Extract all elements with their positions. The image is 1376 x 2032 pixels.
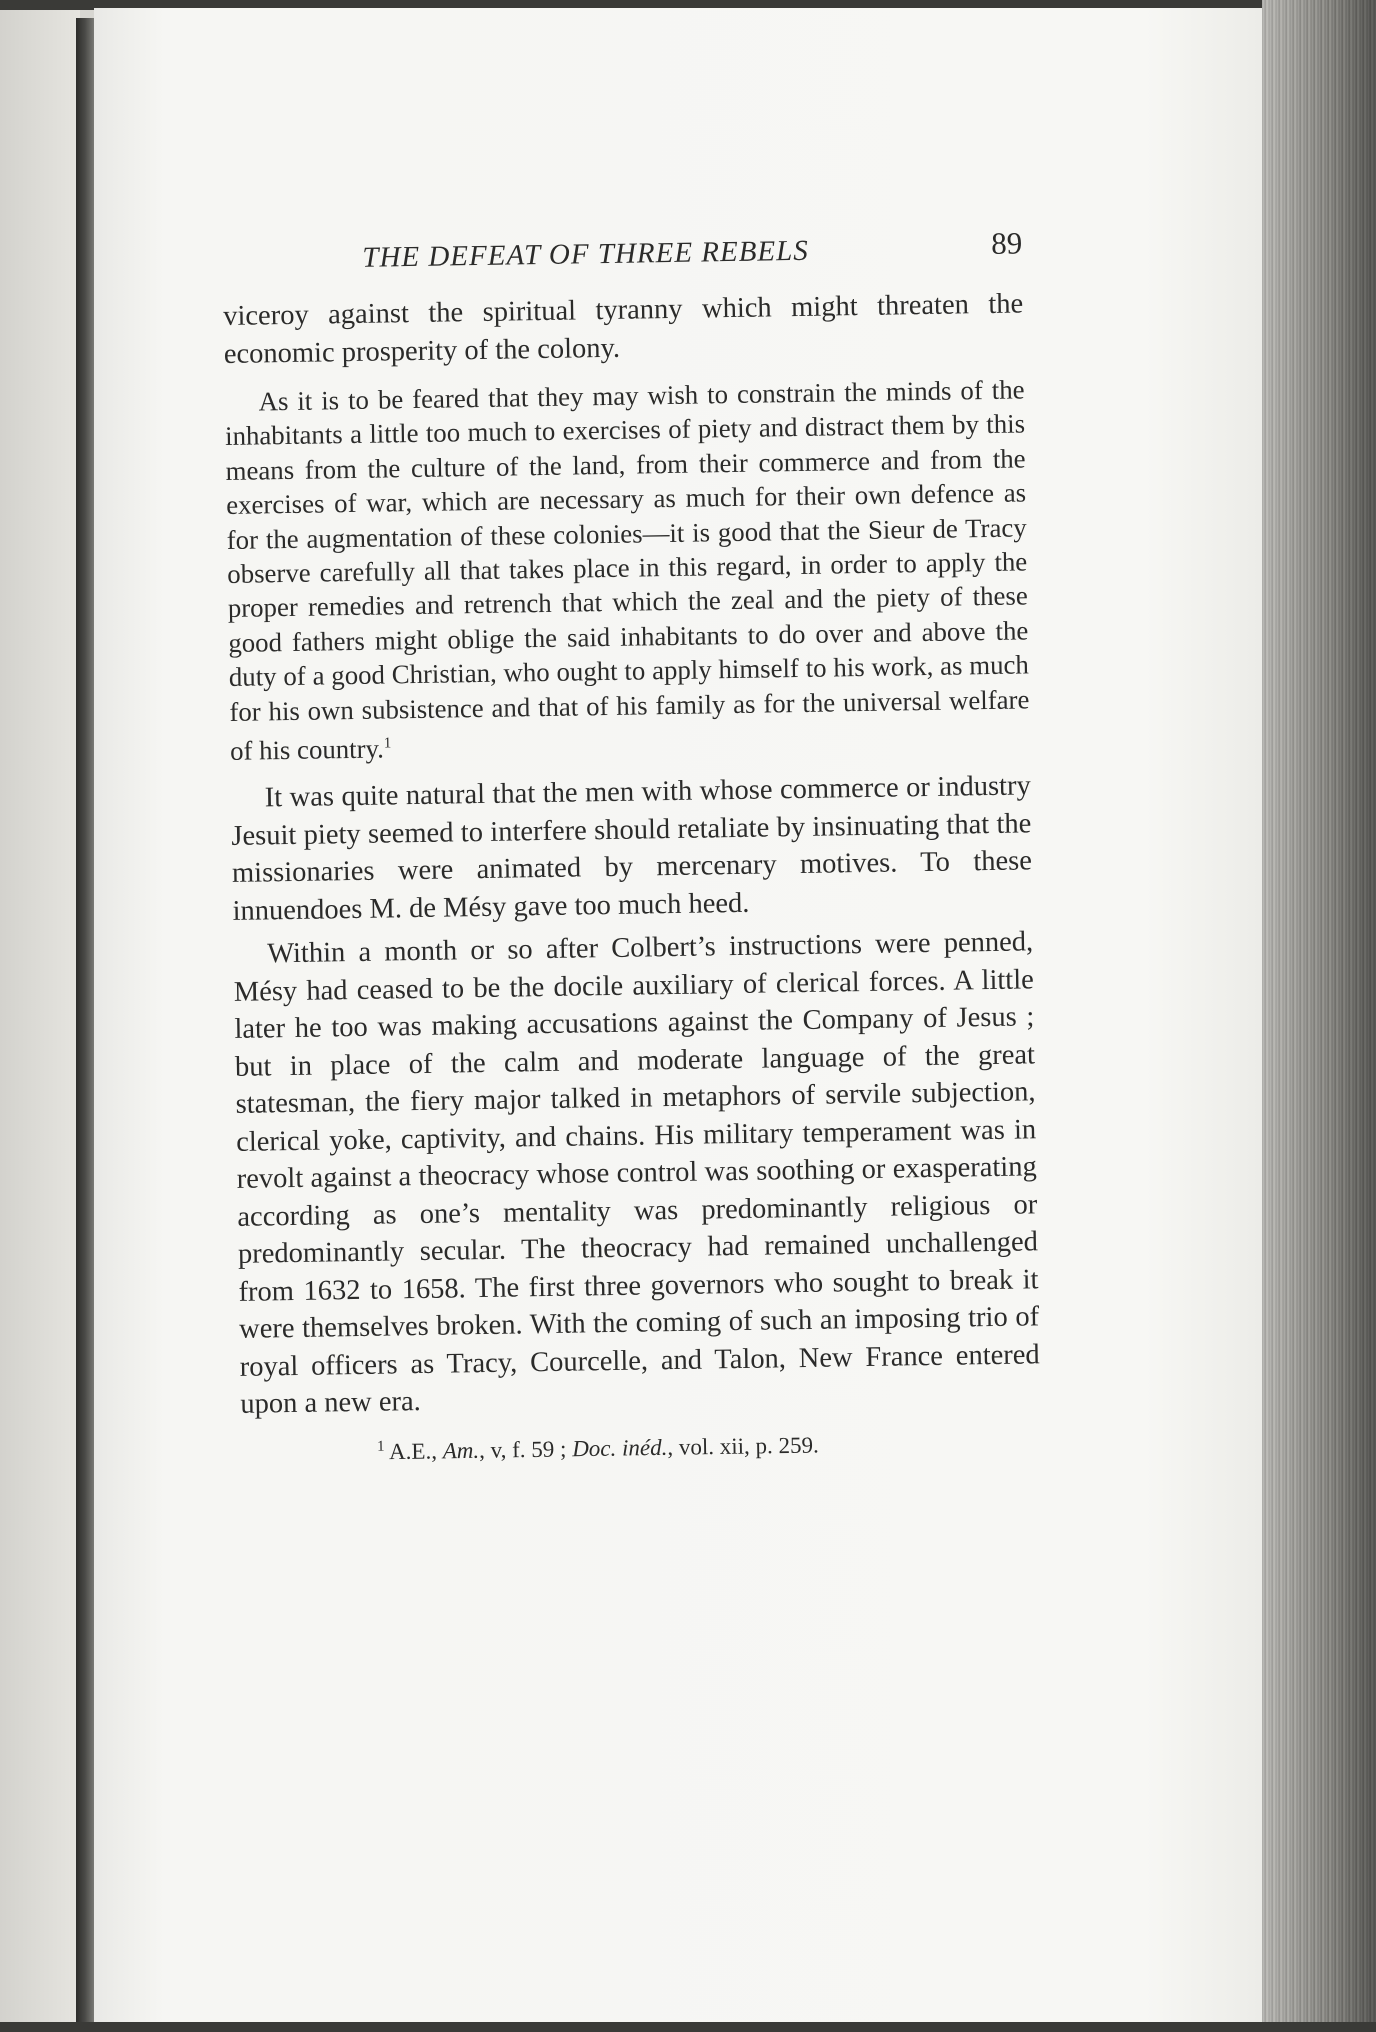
paragraph-mercenary-motives: It was quite natural that the men with whose commerce or industry Jesuit piety seemed to interfere should retaliate by insinuating that the missionaries were animated by mercenary motives. To these innuendoes M. de Mésy gave too much heed. [231,770,1033,927]
footnote-source-am: Am. [442,1437,480,1464]
paragraph-mesy: Within a month or so after Colbert’s instructions were penned, Mésy had ceased to be the docile auxiliary of clerical forces. A little later he too was making accusations against the Company of Jesus ; but in place of the calm and moderate language of the great statesman, the fiery major talked in metaphors of servile subjection, clerical yoke, captivity, and chains. His military temperament was in revolt against a theocracy whose control was soothing or exasperating according as one’s mentality was predominantly religious or predominantly secular. The theocracy had remained unchallenged from 1632 to 1658. The first three governors who sought to break it were themselves broken. With the coming of such an imposing trio of royal officers as Tracy, Courcelle, and Talon, New France entered upon a new era. [233,926,1040,1421]
footnote-reference: 1 [383,735,392,752]
footnote-source-1: A.E., [388,1438,443,1465]
footnote-folio: , v, f. 59 ; [478,1436,573,1463]
scan-bottom-border [0,2022,1376,2032]
footnote-source-doc: Doc. inéd. [572,1434,668,1462]
page-block-shade [1262,0,1376,2032]
page-number: 89 [990,225,1023,261]
facing-page-edge [0,10,80,2030]
page-content [222,225,1041,1469]
footnote-mark: 1 [376,1438,385,1455]
footnote-volume: , vol. xii, p. 259. [667,1432,819,1460]
block-quote [224,372,1030,768]
running-head [222,225,1023,298]
running-head-title: THE DEFEAT OF THREE REBELS [362,234,810,274]
block-quote-text: As it is to be feared that they may wish to constrain the minds of the inhabitants a little too much to exercises of piety and distract them by this means from the culture of the land, from their commerce and from the exercises of war, which are necessary as much for their own defence as for the augmentation of these colonies—it is good that the Sieur de Tracy observe carefully all that takes place in this regard, in order to apply the proper remedies and retrench that which the zeal and the piety of these good fathers might oblige the said inhabitants to do over and above the duty of a good Christian, who ought to apply himself to his work, as much for his own subsistence and that of his family as for the universal welfare of his country. [224,374,1030,766]
paragraph-continuation: viceroy against the spiritual tyranny which might threaten the economic prosperity of the colony. [222,288,1024,370]
book-gutter [76,18,94,2026]
